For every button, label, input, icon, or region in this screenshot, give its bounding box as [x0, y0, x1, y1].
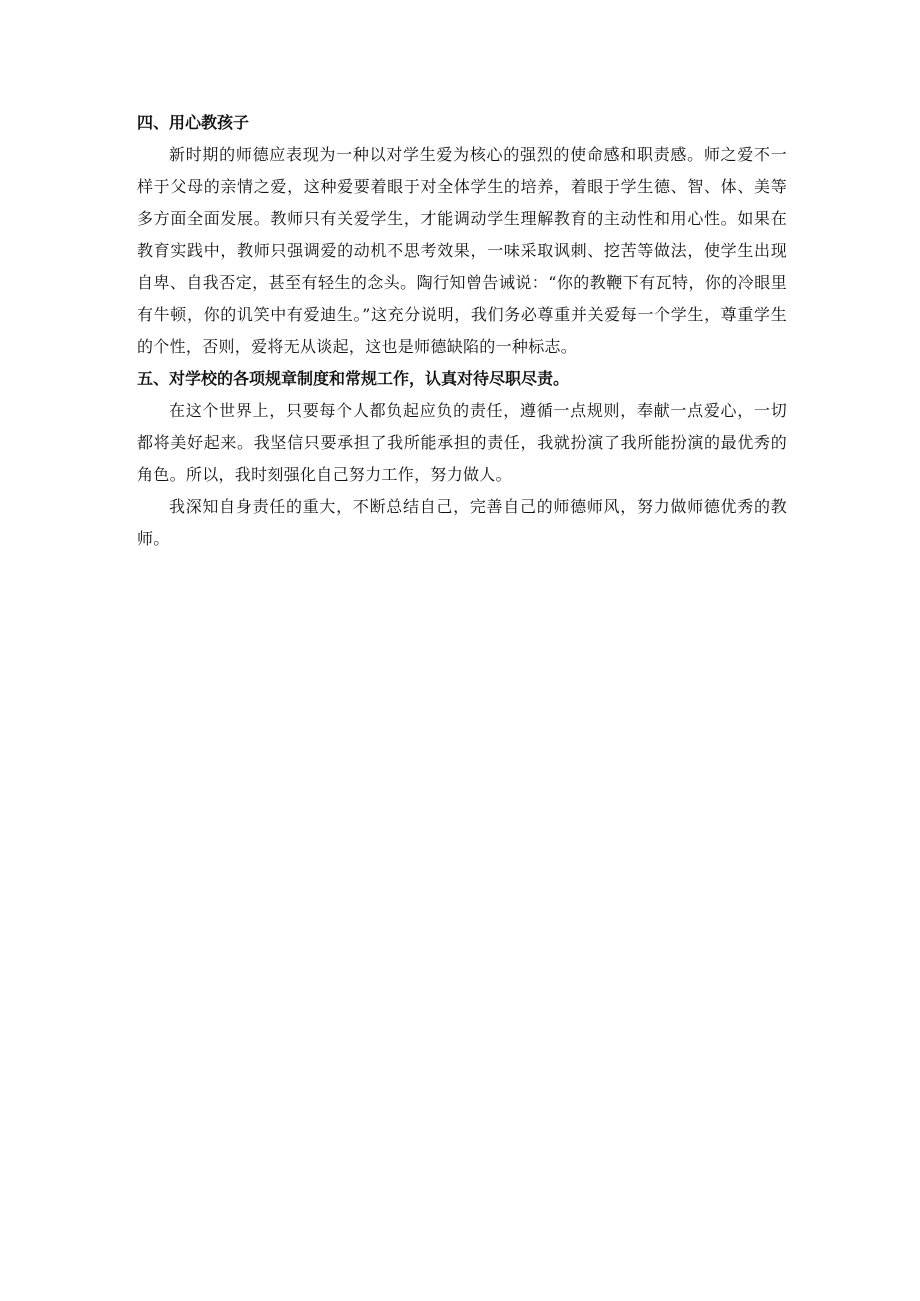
section-5-paragraph-1: 在这个世界上，只要每个人都负起应负的责任，遵循一点规则，奉献一点爱心，一切都将美好起来。我坚信只要承担了我所能承担的责任，我就扮演了我所能扮演的最优秀的角色。所以，我时刻强化自己努力工作，努力做人。 — [137, 401, 787, 484]
section-5-paragraph-2: 我深知自身责任的重大，不断总结自己，完善自己的师德师风，努力做师德优秀的教师。 — [137, 497, 787, 548]
document-body — [137, 107, 787, 555]
section-4-paragraph-1: 新时期的师德应表现为一种以对学生爱为核心的强烈的使命感和职责感。师之爱不一样于父母的亲情之爱，这种爱要着眼于对全体学生的培养，着眼于学生德、智、体、美等多方面全面发展。教师只有关爱学生，才能调动学生理解教育的主动性和用心性。如果在教育实践中，教师只强调爱的动机不思考效果，一味采取讽刺、挖苦等做法，使学生出现自卑、自我否定，甚至有轻生的念头。陶行知曾告诫说：“你的教鞭下有瓦特，你的冷眼里有牛顿，你的讥笑中有爱迪生。”这充分说明，我们务必尊重并关爱每一个学生，尊重学生的个性，否则，爱将无从谈起，这也是师德缺陷的一种标志。 — [137, 145, 787, 356]
section-heading-4: 四、用心教孩子 — [137, 113, 250, 132]
section-heading-5: 五、对学校的各项规章制度和常规工作，认真对待尽职尽责。 — [137, 369, 570, 388]
